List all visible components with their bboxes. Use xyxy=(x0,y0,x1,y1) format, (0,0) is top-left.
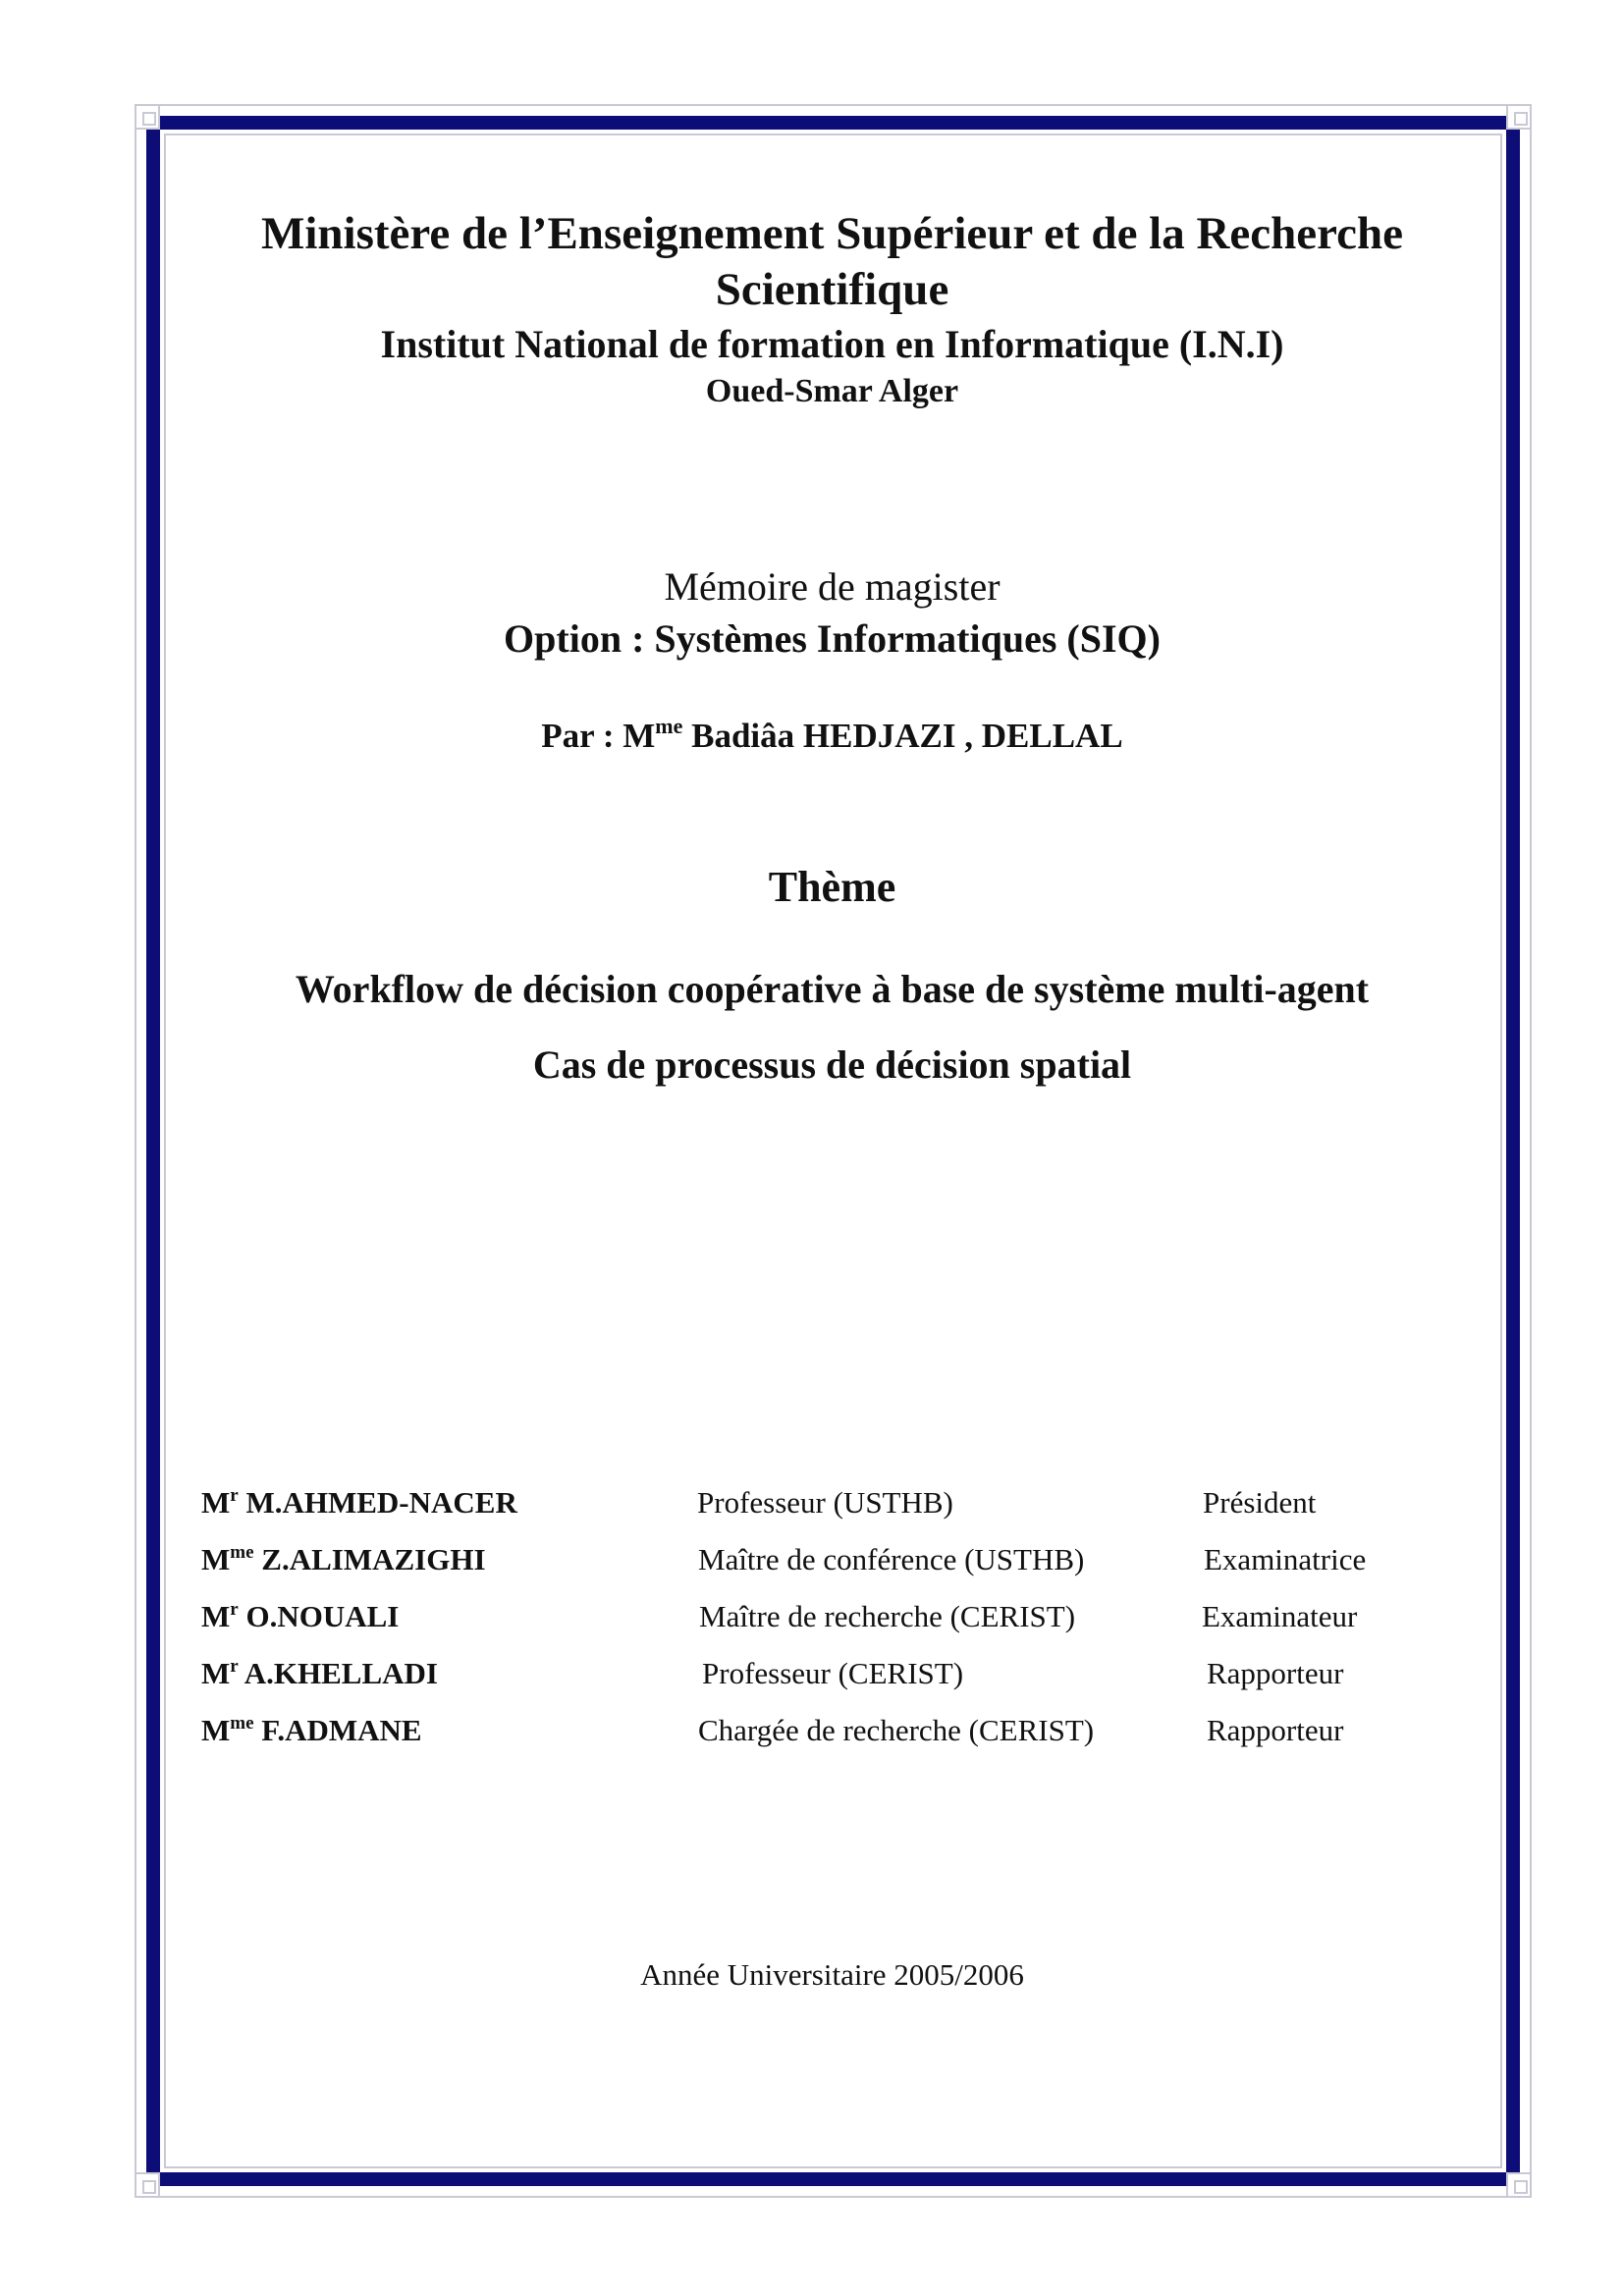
jury-row xyxy=(201,1538,1380,1581)
jury-member-name xyxy=(201,1595,399,1638)
author-line xyxy=(196,714,1468,758)
jury-member-title: Professeur (USTHB) xyxy=(697,1485,953,1520)
author-prefix: Par : M xyxy=(541,717,656,755)
jury-member-title: Maître de recherche (CERIST) xyxy=(699,1599,1076,1633)
jury-honorific: M xyxy=(201,1485,231,1520)
jury-honorific-sup: r xyxy=(230,1485,239,1506)
jury-row xyxy=(201,1652,1380,1695)
page-border-inner xyxy=(164,133,1502,2168)
border-corner-ornament-bottom-right xyxy=(1506,2172,1532,2198)
jury-honorific-sup: r xyxy=(230,1599,239,1620)
theme-title-line-2: Cas de processus de décision spatial xyxy=(532,1042,1132,1087)
jury-honorific-sup: me xyxy=(230,1713,254,1734)
border-corner-ornament-top-right xyxy=(1506,104,1532,130)
jury-member-role: Rapporteur xyxy=(1207,1656,1344,1690)
jury-row xyxy=(201,1709,1380,1752)
jury-member-role: Rapporteur xyxy=(1207,1713,1344,1747)
author-honorific-sup: me xyxy=(655,714,683,738)
jury-honorific: M xyxy=(201,1599,231,1633)
jury-name-text: O.NOUALI xyxy=(245,1599,400,1633)
theme-label: Thème xyxy=(768,863,896,911)
jury-row xyxy=(201,1595,1380,1638)
ministry-heading: Ministère de l’Enseignement Supérieur et de la Recherche Scientifique xyxy=(260,208,1404,315)
institute-location: Oued-Smar Alger xyxy=(705,373,959,409)
institute-heading: Institut National de formation en Informatique (I.N.I) xyxy=(380,322,1284,366)
jury-member-role: Président xyxy=(1203,1485,1317,1520)
jury-member-name xyxy=(201,1709,422,1752)
jury-member-name xyxy=(201,1538,486,1581)
theme-title-line-1: Workflow de décision coopérative à base de système multi-agent xyxy=(295,967,1370,1011)
author-name: Badiâa HEDJAZI , DELLAL xyxy=(691,717,1123,755)
jury-honorific: M xyxy=(201,1542,231,1576)
border-corner-ornament-top-left xyxy=(135,104,160,130)
jury-member-name xyxy=(201,1652,438,1695)
jury-honorific: M xyxy=(201,1656,231,1690)
jury-member-role: Examinateur xyxy=(1202,1599,1358,1633)
jury-member-name xyxy=(201,1481,517,1524)
academic-year: Année Universitaire 2005/2006 xyxy=(640,1957,1024,1992)
border-corner-ornament-bottom-left xyxy=(135,2172,160,2198)
jury-name-text: M.AHMED-NACER xyxy=(245,1485,517,1520)
memoir-type: Mémoire de magister xyxy=(664,564,1001,609)
jury-honorific: M xyxy=(201,1713,231,1747)
jury-name-text: A.KHELLADI xyxy=(243,1656,438,1690)
jury-name-text: Z.ALIMAZIGHI xyxy=(261,1542,486,1576)
jury-honorific-sup: me xyxy=(230,1542,254,1563)
jury-row xyxy=(201,1481,1380,1524)
jury-name-text: F.ADMANE xyxy=(261,1713,422,1747)
jury-member-title: Maître de conférence (USTHB) xyxy=(698,1542,1085,1576)
jury-member-title: Chargée de recherche (CERIST) xyxy=(698,1713,1095,1747)
jury-member-title: Professeur (CERIST) xyxy=(702,1656,964,1690)
jury-member-role: Examinatrice xyxy=(1204,1542,1367,1576)
jury-honorific-sup: r xyxy=(230,1656,239,1677)
memoir-option: Option : Systèmes Informatiques (SIQ) xyxy=(504,616,1161,661)
